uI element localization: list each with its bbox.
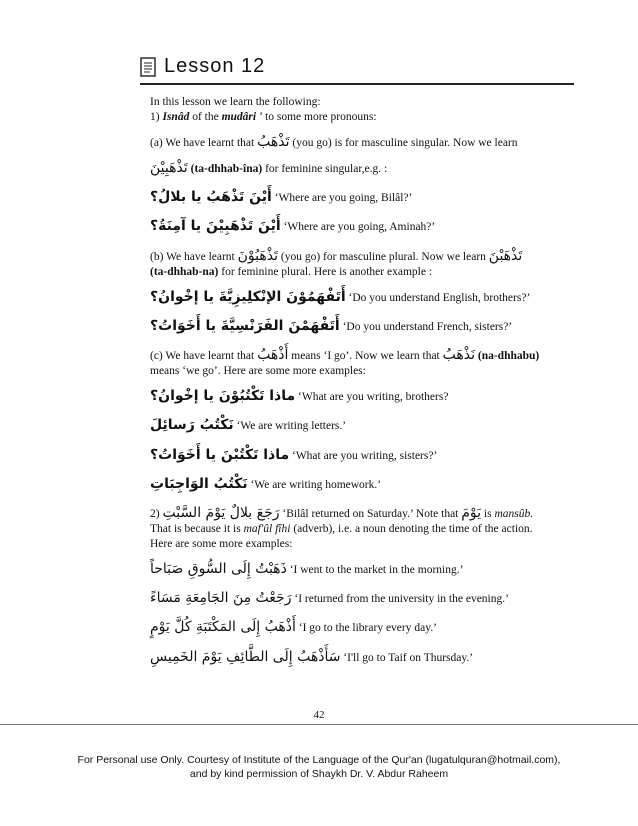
text: means ‘I go’. Now we learn that xyxy=(288,350,443,363)
footer-line: and by kind permission of Shaykh Dr. V. Abdur Raheem xyxy=(189,768,449,781)
arabic-example: أَتَفْهَمْنَ الفَرَنْسِيَّةَ يا أَخَوَاتُ؟ xyxy=(150,317,340,334)
lesson-header xyxy=(140,55,265,78)
example-row xyxy=(150,317,570,335)
translation: ‘What are you writing, brothers? xyxy=(298,391,449,404)
text: to some more pronouns: xyxy=(262,110,377,123)
page-title: Lesson 12 xyxy=(164,55,266,77)
arabic-example: أَيْنَ تَذْهَبُ يا بلالُ؟ xyxy=(150,189,272,206)
section-c-line1 xyxy=(150,346,570,364)
example-row xyxy=(150,188,570,206)
term-mansub: mansûb. xyxy=(494,508,534,520)
transliteration: (ta-dhhab-na) xyxy=(150,265,219,278)
point-number: 2) xyxy=(150,508,163,520)
text: for feminine plural. Here is another example : xyxy=(218,265,433,278)
example-row xyxy=(150,288,570,306)
arabic-example: أَتَفْهَمُوْنَ الإنْكلِيزِيَّةَ يا إخْوانُ؟ xyxy=(150,288,346,305)
text: Here are some more examples: xyxy=(150,538,293,551)
transliteration: (na-dhhabu) xyxy=(477,350,540,363)
point-2-line3 xyxy=(150,537,570,552)
text: (b) We have learnt xyxy=(150,250,238,263)
translation: ‘We are writing letters.’ xyxy=(236,420,347,433)
example-row xyxy=(150,387,570,405)
term-maful-fihi: maf'ûl fîhi xyxy=(243,523,291,536)
section-b-line2 xyxy=(150,265,570,280)
arabic-word: تَذْهَبُوْنَ xyxy=(237,247,279,264)
arabic-example: ذَهَبْتُ إِلَى السُّوقِ صَبَاحاً xyxy=(150,561,287,578)
arabic-example: ماذا تَكْتُبُوْنَ يا إخْوانُ؟ xyxy=(150,388,296,405)
translation: ‘Do you understand English, brothers?’ xyxy=(348,291,531,304)
example-row xyxy=(150,217,570,235)
section-a-line1 xyxy=(150,133,570,151)
translation: ‘I went to the market in the morning.’ xyxy=(289,564,464,577)
arabic-word: تَذْهَبْنَ xyxy=(488,247,523,264)
text: ‘Bilâl returned on Saturday.’ Note that xyxy=(279,508,462,520)
point-2-line1 xyxy=(150,504,570,522)
section-b-line1 xyxy=(150,247,570,265)
section-a-line2 xyxy=(150,159,570,177)
section-c-line2 xyxy=(150,364,570,379)
point-2-line2 xyxy=(150,522,570,537)
arabic-example: أَذْهَبُ إِلَى المَكْتَبَةِ كُلَّ يَوْمٍ xyxy=(150,619,296,636)
footer-rule xyxy=(0,724,638,725)
arabic-example: أَيْنَ تَذْهَبِيْنَ يا آمِنَةُ؟ xyxy=(150,218,281,235)
text: That is because it is xyxy=(150,523,244,536)
transliteration: (ta-dhhab-îna) xyxy=(190,163,263,176)
intro-text: In this lesson we learn the following: xyxy=(150,96,321,108)
example-row xyxy=(150,618,570,636)
example-row xyxy=(150,589,570,607)
text: (a) We have learnt that xyxy=(150,136,258,149)
translation: ‘I go to the library every day.’ xyxy=(298,622,437,635)
translation: ‘We are writing homework.’ xyxy=(250,478,382,491)
document-icon xyxy=(140,57,156,77)
footer-line: For Personal use Only. Courtesy of Institute of the Language of the Qur'an (lugatulquran@hotmail.com), xyxy=(77,754,561,766)
arabic-word: تَذْهَبِيْنَ xyxy=(150,160,188,177)
text: (c) We have learnt that xyxy=(150,350,258,363)
page-number: 42 xyxy=(313,709,325,721)
arabic-word: تَذْهَبُ xyxy=(257,133,290,150)
example-row xyxy=(150,446,570,464)
example-row xyxy=(150,648,570,666)
text: (you go) for masculine plural. Now we learn xyxy=(278,250,489,263)
intro-line xyxy=(150,95,570,110)
title-rule xyxy=(140,83,574,85)
arabic-word: نَذْهَبُ xyxy=(442,347,475,364)
text: for feminine singular,e.g. : xyxy=(262,163,388,176)
arabic-example: ماذا تَكْتُبْنَ يا أَخَوَاتُ؟ xyxy=(150,446,290,463)
arabic-example: نَكْتُبُ رَسائِلَ xyxy=(150,417,234,434)
arabic-example: نَكْتُبُ الوَاجِبَاتِ xyxy=(150,475,248,492)
example-row xyxy=(150,416,570,434)
text: (adverb), i.e. a noun denoting the time of the action. xyxy=(290,523,533,536)
translation: ‘What are you writing, sisters?’ xyxy=(292,449,438,462)
text: (you go) is for masculine singular. Now we learn xyxy=(289,136,518,149)
translation: ‘Do you understand French, sisters?’ xyxy=(342,320,513,333)
translation: ‘Where are you going, Bilâl?’ xyxy=(274,192,413,205)
example-row xyxy=(150,560,570,578)
footer xyxy=(0,753,638,781)
point-1 xyxy=(150,110,570,125)
arabic-example: سَأَذْهَبُ إِلَى الطَّائِفِ يَوْمَ الخَمِيسِ xyxy=(150,648,341,665)
text: of the xyxy=(189,110,222,123)
term-isnad: Isnâd xyxy=(162,110,190,123)
lesson-body xyxy=(150,95,570,666)
text: is xyxy=(481,508,495,520)
term-mudari: mudâri ' xyxy=(221,110,263,123)
translation: ‘I'll go to Taif on Thursday.’ xyxy=(343,651,474,664)
example-row xyxy=(150,475,570,493)
arabic-word: أَذْهَبُ xyxy=(257,347,289,364)
point-number: 1) xyxy=(150,110,163,123)
text: means ‘we go’. Here are some more examples: xyxy=(150,365,366,378)
translation: ‘Where are you going, Aminah?’ xyxy=(283,221,436,234)
translation: ‘I returned from the university in the evening.’ xyxy=(294,593,509,606)
arabic-word: يَوْمَ xyxy=(461,505,482,521)
arabic-example: رَجَعْتُ مِنَ الجَامِعَةِ مَسَاءً xyxy=(150,590,292,607)
arabic-example: رَجَعَ بلالٌ يَوْمَ السَّبْتِ xyxy=(162,505,280,521)
